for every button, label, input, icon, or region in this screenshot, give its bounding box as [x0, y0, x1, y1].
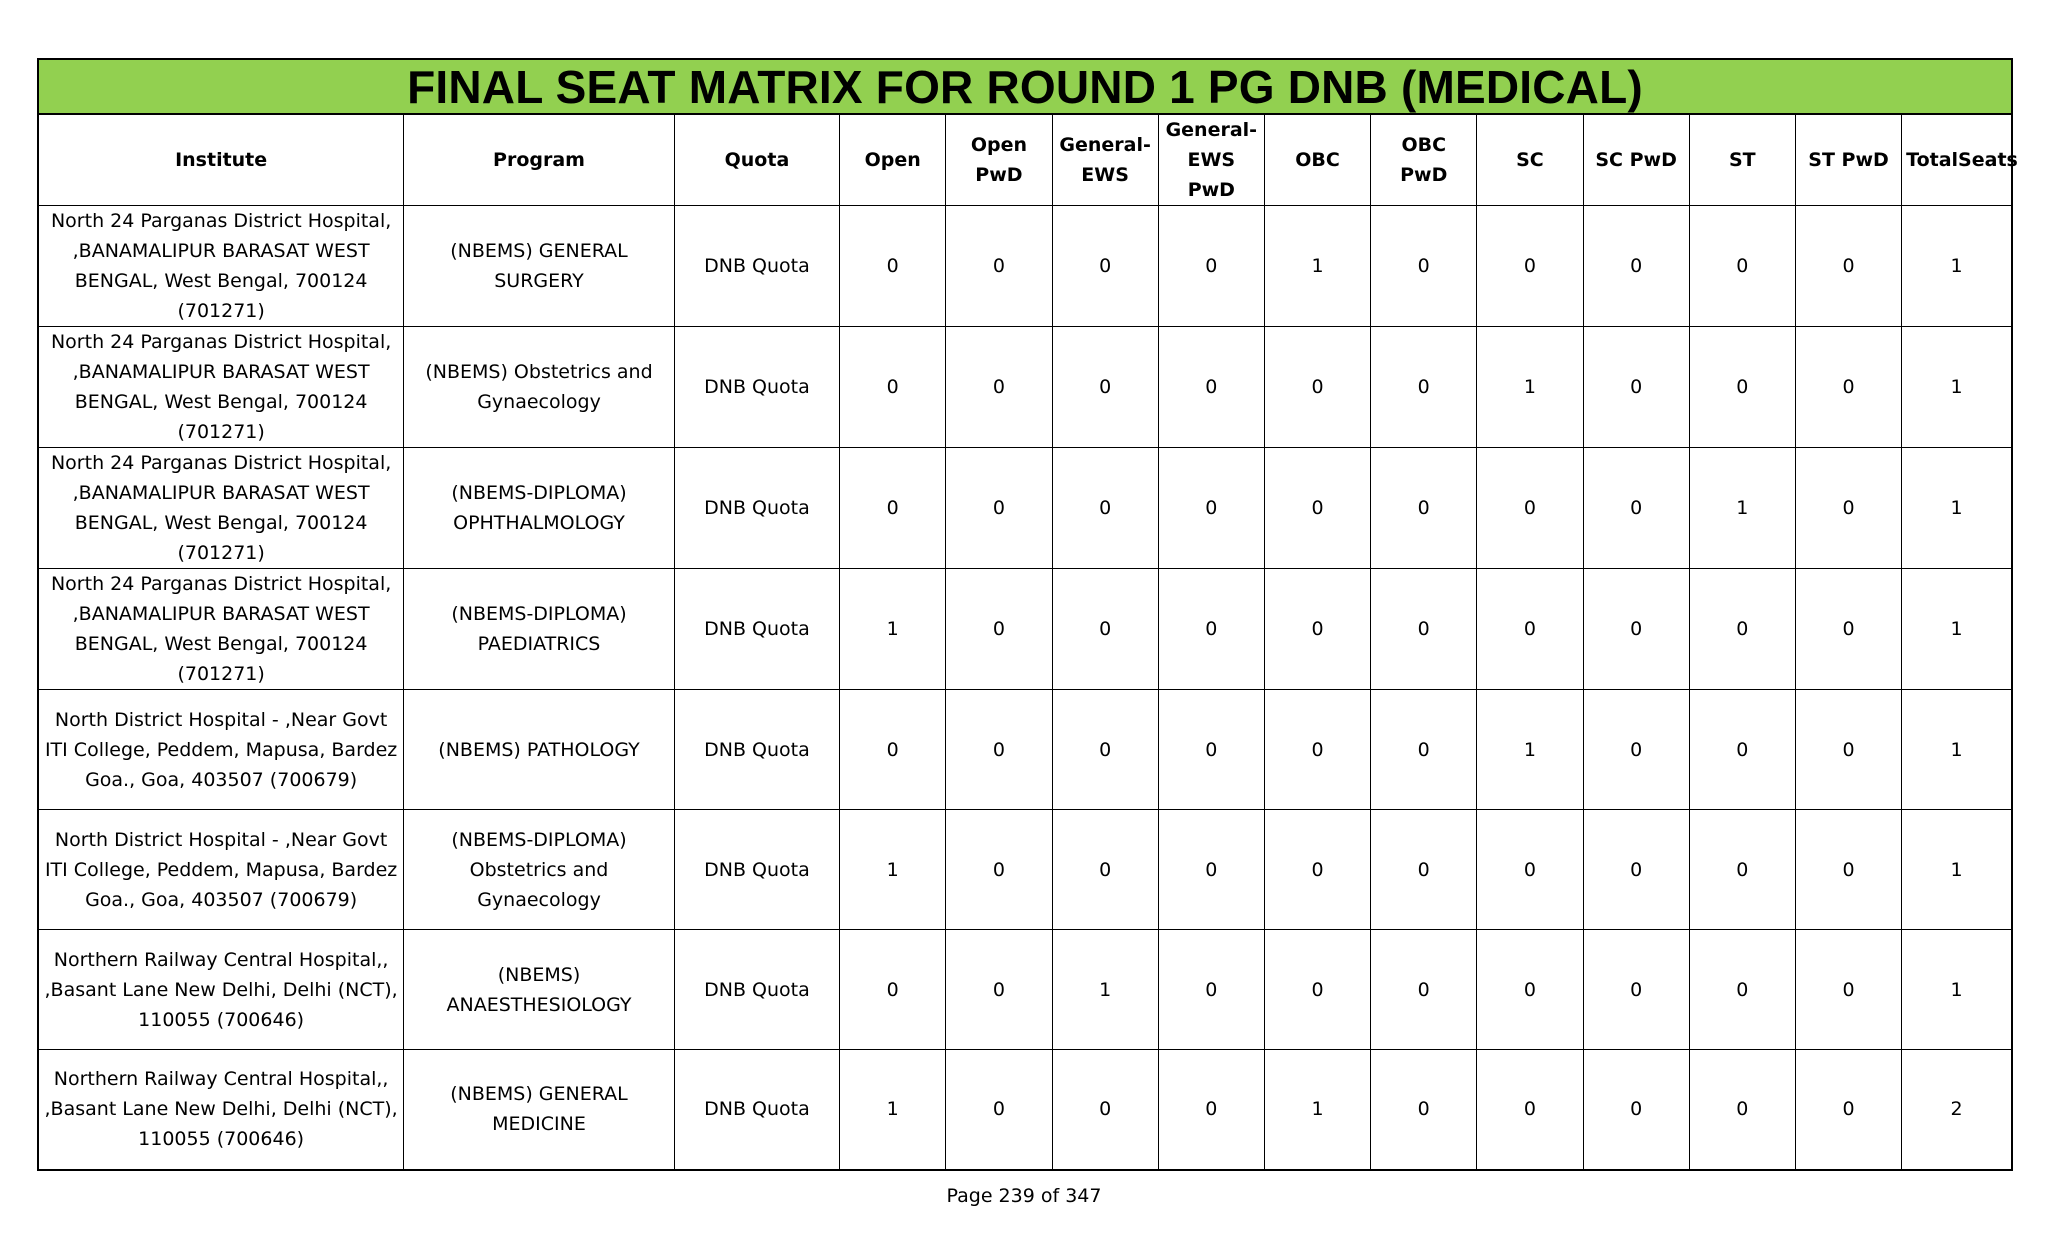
- cell-general-ews: 1: [1052, 930, 1158, 1050]
- cell-st: 0: [1689, 569, 1795, 690]
- cell-st: 0: [1689, 206, 1795, 327]
- cell-general-ews: 0: [1052, 206, 1158, 327]
- cell-st: 0: [1689, 327, 1795, 448]
- cell-institute: North 24 Parganas District Hospital, ,BANAMALIPUR BARASAT WEST BENGAL, West Bengal, 700124 (701271): [38, 206, 404, 327]
- cell-open-pwd: 0: [946, 1050, 1052, 1170]
- cell-program: (NBEMS) GENERAL SURGERY: [404, 206, 675, 327]
- cell-st: 0: [1689, 930, 1795, 1050]
- cell-sc: 0: [1477, 1050, 1583, 1170]
- cell-open-pwd: 0: [946, 569, 1052, 690]
- cell-st-pwd: 0: [1795, 930, 1901, 1050]
- header-quota: Quota: [674, 114, 839, 206]
- header-obc: OBC: [1264, 114, 1370, 206]
- cell-open: 1: [840, 569, 946, 690]
- cell-quota: DNB Quota: [674, 1050, 839, 1170]
- cell-general-ews-pwd: 0: [1158, 930, 1264, 1050]
- cell-open: 0: [840, 206, 946, 327]
- table-row: [38, 327, 2012, 448]
- seat-matrix-table: [37, 113, 2018, 1171]
- page-title: FINAL SEAT MATRIX FOR ROUND 1 PG DNB (MEDICAL): [37, 58, 2013, 113]
- cell-st-pwd: 0: [1795, 569, 1901, 690]
- header-general-ews-pwd: General-EWS PwD: [1158, 114, 1264, 206]
- table-row: [38, 569, 2012, 690]
- header-institute: Institute: [38, 114, 404, 206]
- cell-st-pwd: 0: [1795, 1050, 1901, 1170]
- cell-sc: 0: [1477, 448, 1583, 569]
- cell-open-pwd: 0: [946, 206, 1052, 327]
- cell-sc-pwd: 0: [1583, 327, 1689, 448]
- cell-sc-pwd: 0: [1583, 690, 1689, 810]
- cell-open: 1: [840, 810, 946, 930]
- cell-sc-pwd: 0: [1583, 930, 1689, 1050]
- table-row: [38, 930, 2012, 1050]
- cell-total-seats: 1: [1902, 327, 2012, 448]
- cell-obc-pwd: 0: [1371, 930, 1477, 1050]
- table-row: [38, 810, 2012, 930]
- cell-open: 0: [840, 448, 946, 569]
- cell-total-seats: 2: [1902, 1050, 2012, 1170]
- cell-program: (NBEMS) ANAESTHESIOLOGY: [404, 930, 675, 1050]
- cell-obc-pwd: 0: [1371, 206, 1477, 327]
- cell-general-ews: 0: [1052, 569, 1158, 690]
- seat-matrix-sheet: [37, 58, 2018, 1171]
- cell-general-ews-pwd: 0: [1158, 810, 1264, 930]
- cell-obc: 0: [1264, 569, 1370, 690]
- cell-general-ews: 0: [1052, 690, 1158, 810]
- cell-institute: North 24 Parganas District Hospital, ,BANAMALIPUR BARASAT WEST BENGAL, West Bengal, 700124 (701271): [38, 327, 404, 448]
- cell-obc: 0: [1264, 930, 1370, 1050]
- cell-total-seats: 1: [1902, 448, 2012, 569]
- cell-general-ews-pwd: 0: [1158, 1050, 1264, 1170]
- cell-quota: DNB Quota: [674, 569, 839, 690]
- cell-obc: 0: [1264, 327, 1370, 448]
- table-row: [38, 206, 2012, 327]
- cell-st: 1: [1689, 448, 1795, 569]
- cell-open: 0: [840, 690, 946, 810]
- cell-sc-pwd: 0: [1583, 1050, 1689, 1170]
- cell-quota: DNB Quota: [674, 448, 839, 569]
- cell-sc: 1: [1477, 327, 1583, 448]
- cell-sc: 1: [1477, 690, 1583, 810]
- cell-sc: 0: [1477, 569, 1583, 690]
- cell-st-pwd: 0: [1795, 206, 1901, 327]
- cell-institute: North District Hospital - ,Near Govt ITI College, Peddem, Mapusa, Bardez Goa., Goa, 403507 (700679): [38, 810, 404, 930]
- cell-obc-pwd: 0: [1371, 569, 1477, 690]
- cell-quota: DNB Quota: [674, 930, 839, 1050]
- header-obc-pwd: OBC PwD: [1371, 114, 1477, 206]
- cell-open-pwd: 0: [946, 448, 1052, 569]
- cell-open: 1: [840, 1050, 946, 1170]
- cell-st-pwd: 0: [1795, 448, 1901, 569]
- cell-program: (NBEMS) Obstetrics and Gynaecology: [404, 327, 675, 448]
- cell-general-ews: 0: [1052, 448, 1158, 569]
- cell-general-ews-pwd: 0: [1158, 569, 1264, 690]
- cell-program: (NBEMS-DIPLOMA) Obstetrics and Gynaecology: [404, 810, 675, 930]
- cell-institute: Northern Railway Central Hospital,, ,Basant Lane New Delhi, Delhi (NCT), 110055 (700646): [38, 1050, 404, 1170]
- cell-general-ews: 0: [1052, 1050, 1158, 1170]
- cell-sc: 0: [1477, 810, 1583, 930]
- cell-obc: 0: [1264, 448, 1370, 569]
- cell-general-ews-pwd: 0: [1158, 327, 1264, 448]
- table-row: [38, 1050, 2012, 1170]
- cell-general-ews-pwd: 0: [1158, 690, 1264, 810]
- cell-total-seats: 1: [1902, 569, 2012, 690]
- cell-open: 0: [840, 327, 946, 448]
- header-open-pwd: Open PwD: [946, 114, 1052, 206]
- cell-program: (NBEMS) GENERAL MEDICINE: [404, 1050, 675, 1170]
- cell-st: 0: [1689, 1050, 1795, 1170]
- cell-total-seats: 1: [1902, 810, 2012, 930]
- header-st: ST: [1689, 114, 1795, 206]
- cell-quota: DNB Quota: [674, 206, 839, 327]
- cell-obc: 0: [1264, 810, 1370, 930]
- cell-obc-pwd: 0: [1371, 690, 1477, 810]
- cell-total-seats: 1: [1902, 690, 2012, 810]
- cell-st: 0: [1689, 810, 1795, 930]
- cell-general-ews-pwd: 0: [1158, 206, 1264, 327]
- header-open: Open: [840, 114, 946, 206]
- cell-sc-pwd: 0: [1583, 448, 1689, 569]
- cell-institute: Northern Railway Central Hospital,, ,Basant Lane New Delhi, Delhi (NCT), 110055 (700646): [38, 930, 404, 1050]
- cell-open-pwd: 0: [946, 810, 1052, 930]
- cell-open-pwd: 0: [946, 930, 1052, 1050]
- cell-open-pwd: 0: [946, 327, 1052, 448]
- header-general-ews: General-EWS: [1052, 114, 1158, 206]
- cell-open: 0: [840, 930, 946, 1050]
- header-sc-pwd: SC PwD: [1583, 114, 1689, 206]
- cell-st-pwd: 0: [1795, 327, 1901, 448]
- cell-obc-pwd: 0: [1371, 810, 1477, 930]
- cell-sc-pwd: 0: [1583, 206, 1689, 327]
- cell-quota: DNB Quota: [674, 327, 839, 448]
- cell-total-seats: 1: [1902, 206, 2012, 327]
- cell-program: (NBEMS-DIPLOMA) PAEDIATRICS: [404, 569, 675, 690]
- cell-institute: North District Hospital - ,Near Govt ITI College, Peddem, Mapusa, Bardez Goa., Goa, 403507 (700679): [38, 690, 404, 810]
- header-total-seats: TotalSeats: [1902, 114, 2012, 206]
- cell-total-seats: 1: [1902, 930, 2012, 1050]
- cell-sc: 0: [1477, 206, 1583, 327]
- cell-obc: 0: [1264, 690, 1370, 810]
- table-row: [38, 690, 2012, 810]
- cell-institute: North 24 Parganas District Hospital, ,BANAMALIPUR BARASAT WEST BENGAL, West Bengal, 700124 (701271): [38, 448, 404, 569]
- cell-obc-pwd: 0: [1371, 448, 1477, 569]
- table-row: [38, 448, 2012, 569]
- cell-obc-pwd: 0: [1371, 327, 1477, 448]
- cell-general-ews: 0: [1052, 327, 1158, 448]
- cell-quota: DNB Quota: [674, 810, 839, 930]
- cell-program: (NBEMS-DIPLOMA) OPHTHALMOLOGY: [404, 448, 675, 569]
- header-program: Program: [404, 114, 675, 206]
- header-row: [38, 114, 2012, 206]
- cell-obc: 1: [1264, 1050, 1370, 1170]
- cell-st: 0: [1689, 690, 1795, 810]
- cell-open-pwd: 0: [946, 690, 1052, 810]
- cell-obc-pwd: 0: [1371, 1050, 1477, 1170]
- cell-sc-pwd: 0: [1583, 810, 1689, 930]
- cell-obc: 1: [1264, 206, 1370, 327]
- header-sc: SC: [1477, 114, 1583, 206]
- cell-st-pwd: 0: [1795, 690, 1901, 810]
- cell-program: (NBEMS) PATHOLOGY: [404, 690, 675, 810]
- cell-general-ews: 0: [1052, 810, 1158, 930]
- cell-general-ews-pwd: 0: [1158, 448, 1264, 569]
- page-number: Page 239 of 347: [946, 1185, 1102, 1207]
- cell-sc: 0: [1477, 930, 1583, 1050]
- cell-institute: North 24 Parganas District Hospital, ,BANAMALIPUR BARASAT WEST BENGAL, West Bengal, 700124 (701271): [38, 569, 404, 690]
- cell-sc-pwd: 0: [1583, 569, 1689, 690]
- cell-quota: DNB Quota: [674, 690, 839, 810]
- header-st-pwd: ST PwD: [1795, 114, 1901, 206]
- cell-st-pwd: 0: [1795, 810, 1901, 930]
